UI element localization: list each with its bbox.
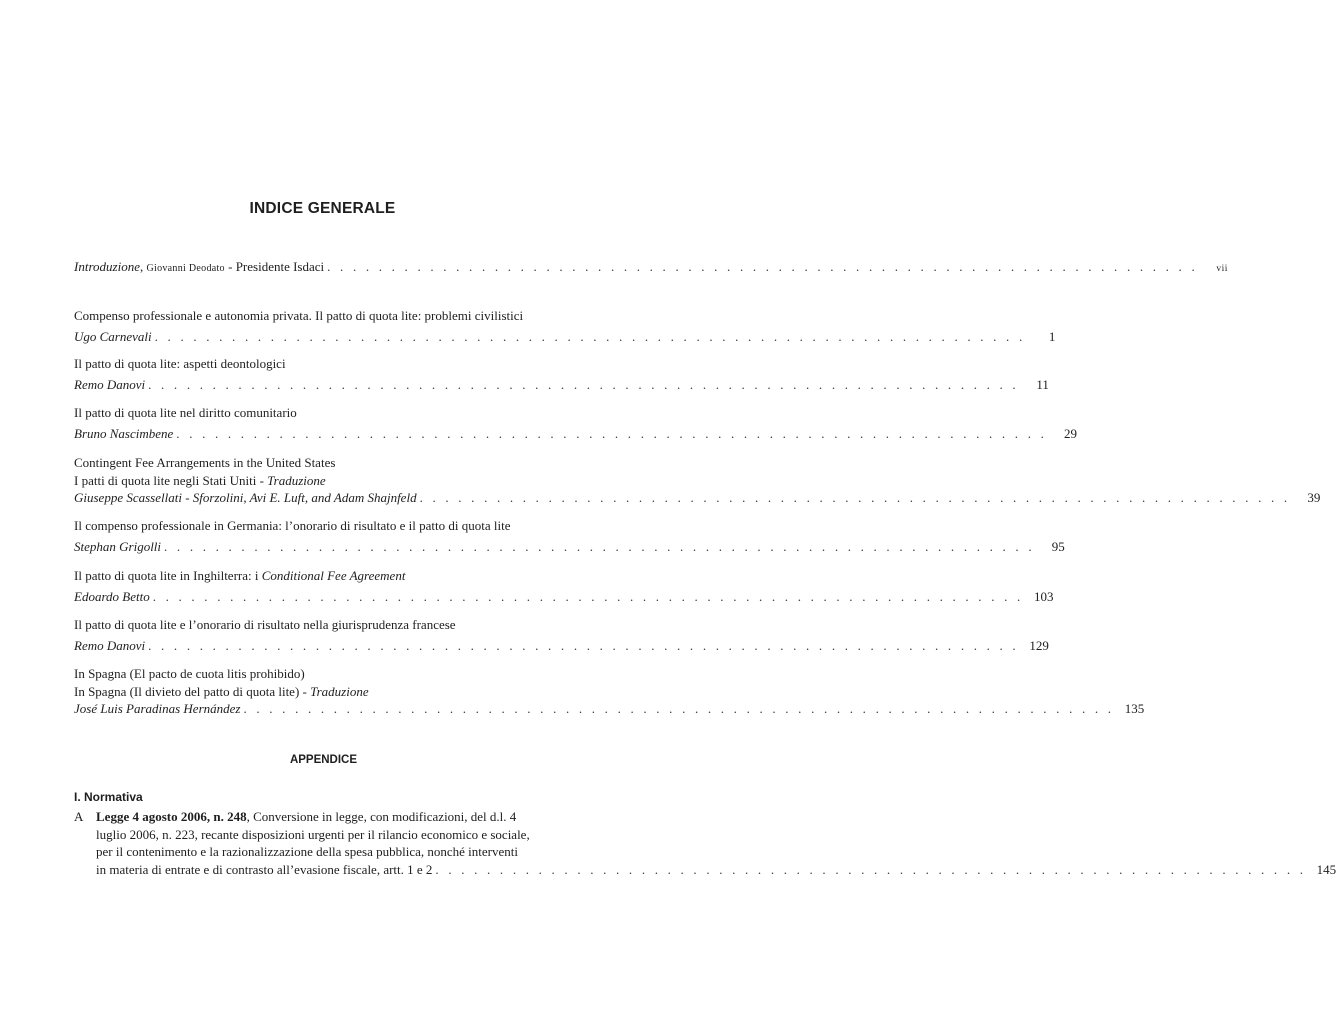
entry-title-italic: Conditional Fee Agreement: [261, 568, 406, 583]
intro-label: Introduzione: [74, 259, 140, 274]
entry-title: Il patto di quota lite: aspetti deontologici: [74, 356, 286, 371]
translation-label: Traduzione: [267, 472, 326, 488]
page-number: 29: [1064, 425, 1078, 441]
page-number: 135: [1124, 701, 1145, 716]
item-letter: A: [74, 809, 84, 824]
toc-entry[interactable]: [74, 307, 1056, 345]
entry-subtitle: In Spagna (Il divieto del patto di quota lite) -: [74, 683, 311, 699]
toc-entry[interactable]: [74, 517, 1065, 555]
appendix-item[interactable]: [96, 808, 1336, 878]
appendix-heading: APPENDICE: [289, 754, 358, 766]
section-heading: I. Normativa: [74, 790, 143, 804]
law-title: Legge 4 agosto 2006, n. 248: [96, 809, 247, 824]
entry-author: Bruno Nascimbene: [74, 425, 174, 441]
page-title: INDICE GENERALE: [249, 200, 396, 217]
toc-entry[interactable]: [74, 454, 1321, 507]
page-number: 129: [1029, 637, 1049, 653]
dot-leader: . . . . . . . . . . . . . . . . . . . . . . . . . . . . . . . . . . . . . . . . . . . . . . . . . . . . . . . . . . . . . . . . . . . .: [435, 861, 1307, 877]
dot-leader: . . . . . . . . . . . . . . . . . . . . . . . . . . . . . . . . . . . . . . . . . . . . . . . . . . . . . . . . . . . . . . . . . . . .: [164, 538, 1035, 554]
entry-author: Stephan Grigolli: [74, 538, 162, 554]
law-text: in materia di entrate e di contrasto all’evasione fiscale, artt. 1 e 2: [96, 861, 433, 877]
entry-author: Giuseppe Scassellati - Sforzolini, Avi E. Luft, and Adam Shajnfeld: [74, 490, 417, 505]
entry-author: Ugo Carnevali: [74, 328, 152, 344]
toc-entry-intro[interactable]: [74, 258, 1228, 279]
page-number: vii: [1216, 264, 1228, 274]
page-number: 1: [1048, 328, 1056, 344]
intro-author: Giovanni Deodato: [146, 263, 225, 274]
dot-leader: . . . . . . . . . . . . . . . . . . . . . . . . . . . . . . . . . . . . . . . . . . . . . . . . . . . . . . . . . . . . . . . . . . . .: [152, 588, 1024, 604]
entry-subtitle: I patti di quota lite negli Stati Uniti -: [74, 472, 268, 488]
page-number: 145: [1316, 861, 1336, 877]
toc-entry[interactable]: [74, 665, 1145, 718]
entry-title: Contingent Fee Arrangements in the United States: [74, 455, 336, 470]
toc-entry[interactable]: [74, 404, 1078, 442]
entry-title: Il compenso professionale in Germania: l’onorario di risultato e il patto di quota lite: [74, 518, 511, 533]
entry-title: Il patto di quota lite in Inghilterra: i: [74, 568, 262, 583]
entry-title: Il patto di quota lite e l’onorario di risultato nella giurisprudenza francese: [74, 617, 456, 632]
dot-leader: . . . . . . . . . . . . . . . . . . . . . . . . . . . . . . . . . . . . . . . . . . . . . . . . . . . . . . . . . . . . . . . . . . . .: [148, 637, 1019, 653]
dot-leader: . . . . . . . . . . . . . . . . . . . . . . . . . . . . . . . . . . . . . . . . . . . . . . . . . . . . . . . . . . . . . . . . . . . .: [148, 376, 1019, 392]
entry-title: Il patto di quota lite nel diritto comunitario: [74, 405, 297, 420]
law-text: per il contenimento e la razionalizzazione della spesa pubblica, nonché interventi: [96, 844, 518, 859]
entry-author: José Luis Paradinas Hernández: [74, 701, 241, 716]
entry-author: Remo Danovi: [74, 637, 146, 653]
law-text: , Conversione in legge, con modificazioni, del d.l. 4: [246, 809, 517, 824]
dot-leader: . . . . . . . . . . . . . . . . . . . . . . . . . . . . . . . . . . . . . . . . . . . . . . . . . . . . . . . . . . . . . . . . . . . .: [243, 701, 1115, 716]
translation-label: Traduzione: [310, 683, 369, 699]
page-number: 11: [1036, 376, 1049, 392]
entry-author: Remo Danovi: [74, 376, 146, 392]
entry-title: In Spagna (El pacto de cuota litis prohibido): [74, 666, 305, 681]
dot-leader: . . . . . . . . . . . . . . . . . . . . . . . . . . . . . . . . . . . . . . . . . . . . . . . . . . . . . . . . . . . . . . . . . . . .: [327, 259, 1198, 274]
page-number: 95: [1051, 538, 1065, 554]
toc-entry[interactable]: [74, 567, 1054, 605]
toc-entry[interactable]: [74, 616, 1049, 654]
dot-leader: . . . . . . . . . . . . . . . . . . . . . . . . . . . . . . . . . . . . . . . . . . . . . . . . . . . . . . . . . . . . . . . . . . . .: [154, 328, 1026, 344]
page-number: 103: [1033, 588, 1054, 604]
law-text: luglio 2006, n. 223, recante disposizioni urgenti per il rilancio economico e sociale,: [96, 826, 530, 842]
dot-leader: . . . . . . . . . . . . . . . . . . . . . . . . . . . . . . . . . . . . . . . . . . . . . . . . . . . . . . . . . . . . . . . . . . . .: [419, 490, 1291, 505]
intro-role: - Presidente Isdaci: [224, 259, 325, 274]
entry-author: Edoardo Betto: [74, 588, 150, 604]
page-number: 39: [1307, 490, 1321, 505]
toc-entry[interactable]: [74, 355, 1049, 393]
entry-title: Compenso professionale e autonomia privata. Il patto di quota lite: problemi civilistici: [74, 308, 524, 323]
intro-sep: ,: [139, 259, 147, 274]
dot-leader: . . . . . . . . . . . . . . . . . . . . . . . . . . . . . . . . . . . . . . . . . . . . . . . . . . . . . . . . . . . . . . . . . . . .: [176, 425, 1048, 441]
